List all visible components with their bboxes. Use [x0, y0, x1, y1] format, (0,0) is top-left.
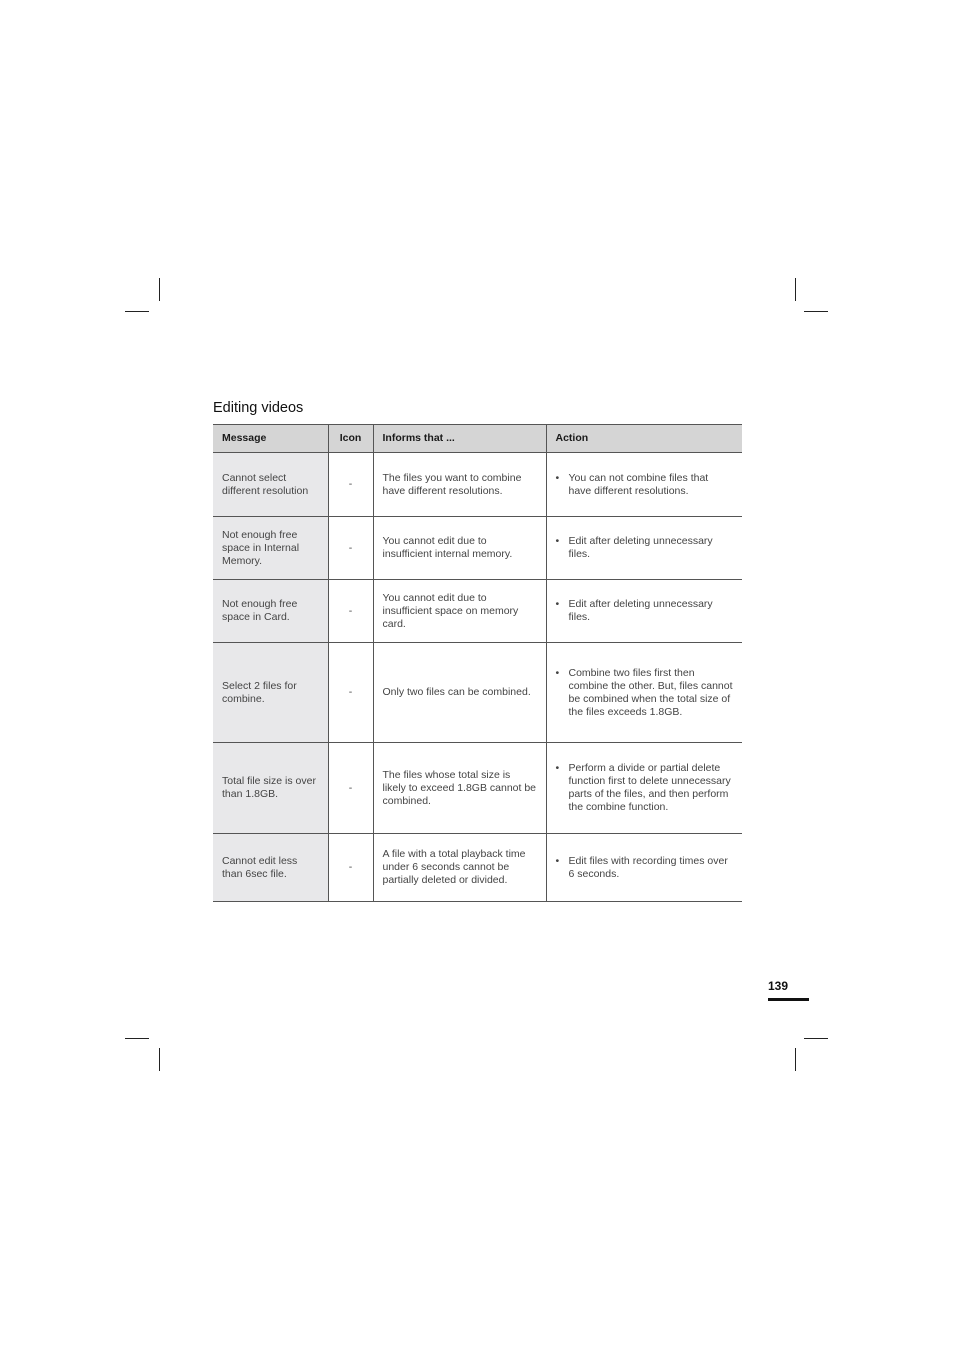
table-row: [213, 834, 742, 902]
icon-cell: -: [328, 643, 373, 743]
crop-mark-bottom-right-vertical: [795, 1048, 796, 1071]
informs-cell: A file with a total playback time under 6 seconds cannot be partially deleted or divided.: [373, 834, 546, 902]
informs-cell: The files you want to combine have different resolutions.: [373, 453, 546, 517]
message-cell: Not enough free space in Internal Memory.: [213, 517, 328, 580]
header-informs: Informs that ...: [373, 425, 546, 453]
message-cell: Total file size is over than 1.8GB.: [213, 743, 328, 834]
icon-cell: -: [328, 580, 373, 643]
table-header-row: [213, 425, 742, 453]
informs-cell: You cannot edit due to insufficient space on memory card.: [373, 580, 546, 643]
bullet-icon: •: [555, 762, 560, 774]
message-cell: Not enough free space in Card.: [213, 580, 328, 643]
action-bullet-item: [556, 762, 734, 814]
action-cell: [546, 517, 742, 580]
page-number-underline: [768, 998, 809, 1001]
icon-cell: -: [328, 453, 373, 517]
action-cell: [546, 743, 742, 834]
crop-mark-bottom-left-horizontal: [125, 1038, 149, 1039]
action-cell: [546, 580, 742, 643]
table-row: [213, 580, 742, 643]
message-cell: Cannot select different resolution: [213, 453, 328, 517]
action-cell: [546, 643, 742, 743]
action-bullet-item: [556, 667, 734, 719]
icon-cell: -: [328, 517, 373, 580]
message-cell: Cannot edit less than 6sec file.: [213, 834, 328, 902]
informs-cell: You cannot edit due to insufficient internal memory.: [373, 517, 546, 580]
informs-cell: The files whose total size is likely to exceed 1.8GB cannot be combined.: [373, 743, 546, 834]
action-bullet-item: [556, 472, 734, 498]
action-cell: [546, 453, 742, 517]
bullet-icon: •: [555, 471, 560, 484]
action-text: Edit after deleting unnecessary files.: [568, 535, 713, 560]
bullet-icon: •: [555, 535, 560, 547]
action-text: Edit after deleting unnecessary files.: [568, 598, 713, 623]
bullet-icon: •: [555, 666, 560, 679]
bullet-icon: •: [555, 598, 560, 610]
table-row: [213, 743, 742, 834]
action-text: Perform a divide or partial delete function first to delete unnecessary parts of the files, and then perform the combine function.: [568, 762, 731, 813]
table-row: [213, 453, 742, 517]
crop-mark-bottom-left-vertical: [159, 1048, 160, 1071]
action-bullet-item: [556, 598, 734, 624]
bullet-icon: •: [555, 854, 560, 867]
crop-mark-top-left-horizontal: [125, 311, 149, 312]
action-text: You can not combine files that have different resolutions.: [568, 471, 709, 497]
crop-mark-top-left-vertical: [159, 278, 160, 301]
action-bullet-item: [556, 535, 734, 561]
table-row: [213, 517, 742, 580]
crop-mark-top-right-vertical: [795, 278, 796, 301]
section-title: Editing videos: [213, 400, 304, 416]
header-action: Action: [546, 425, 742, 453]
crop-mark-top-right-horizontal: [804, 311, 828, 312]
action-text: Edit files with recording times over 6 seconds.: [568, 854, 728, 880]
crop-mark-bottom-right-horizontal: [804, 1038, 828, 1039]
icon-cell: -: [328, 743, 373, 834]
action-text: Combine two files first then combine the other. But, files cannot be combined when the total size of the files exceeds 1.8GB.: [568, 666, 733, 718]
message-cell: Select 2 files for combine.: [213, 643, 328, 743]
table-row: [213, 643, 742, 743]
header-message: Message: [213, 425, 328, 453]
icon-cell: -: [328, 834, 373, 902]
message-table: [213, 424, 742, 902]
action-bullet-item: [556, 855, 734, 881]
informs-cell: Only two files can be combined.: [373, 643, 546, 743]
header-icon: Icon: [328, 425, 373, 453]
action-cell: [546, 834, 742, 902]
page-number: 139: [768, 979, 789, 993]
